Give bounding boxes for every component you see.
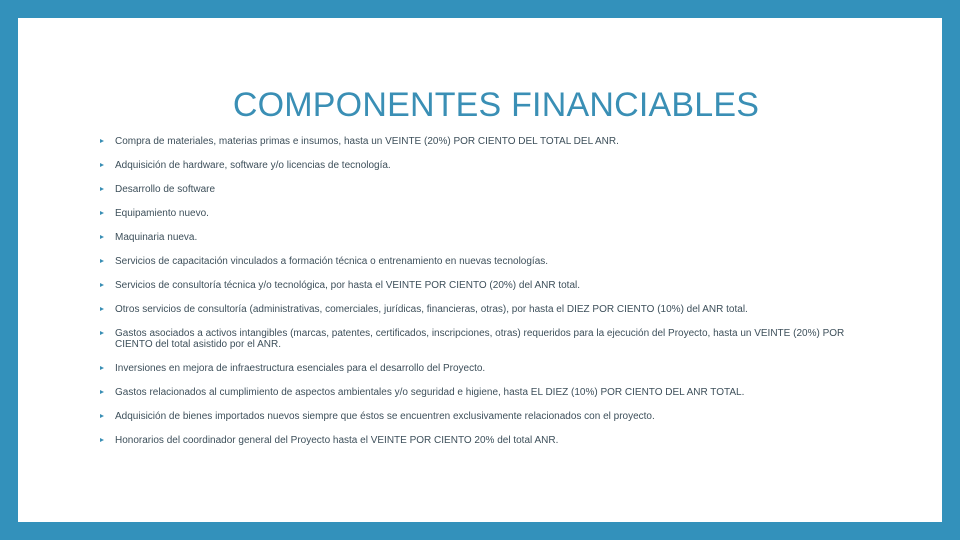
list-item [100,363,880,374]
bullet-triangle-icon [100,390,104,394]
bullet-triangle-icon [100,307,104,311]
list-item-text: Adquisición de bienes importados nuevos siempre que éstos se encuentren exclusivamente relacionados con el proyecto. [115,411,655,422]
list-item [100,435,880,446]
list-item [100,160,880,171]
bullet-triangle-icon [100,283,104,287]
list-item-text: Equipamiento nuevo. [115,208,209,219]
list-item [100,232,880,243]
bullet-triangle-icon [100,414,104,418]
list-item-text: Otros servicios de consultoría (administrativas, comerciales, jurídicas, financieras, otras), por hasta el DIEZ POR CIENTO (10%) del ANR total. [115,304,748,315]
list-item [100,256,880,267]
bullet-triangle-icon [100,187,104,191]
bullet-triangle-icon [100,259,104,263]
list-item [100,411,880,422]
bullet-triangle-icon [100,211,104,215]
list-item [100,304,880,315]
bullet-list [100,136,880,446]
bullet-triangle-icon [100,163,104,167]
list-item-text: Honorarios del coordinador general del Proyecto hasta el VEINTE POR CIENTO 20% del total ANR. [115,435,559,446]
list-item-text: Servicios de capacitación vinculados a formación técnica o entrenamiento en nuevas tecnologías. [115,256,549,267]
list-item-text: Inversiones en mejora de infraestructura esenciales para el desarrollo del Proyecto. [115,363,486,374]
list-item-text: Maquinaria nueva. [115,232,198,243]
list-item-text: Gastos relacionados al cumplimiento de aspectos ambientales y/o seguridad e higiene, hasta EL DIEZ (10%) POR CIENTO DEL ANR TOTAL. [115,387,745,398]
bullet-triangle-icon [100,235,104,239]
slide-title: COMPONENTES FINANCIABLES [232,86,760,124]
bullet-triangle-icon [100,331,104,335]
list-item [100,280,880,291]
list-item-text: Desarrollo de software [115,184,216,195]
list-item [100,208,880,219]
list-item [100,136,880,147]
list-item-text: Adquisición de hardware, software y/o licencias de tecnología. [115,160,391,171]
list-item [100,328,880,350]
bullet-triangle-icon [100,139,104,143]
list-item [100,184,880,195]
slide-canvas [18,18,942,522]
bullet-triangle-icon [100,366,104,370]
list-item-text: Gastos asociados a activos intangibles (marcas, patentes, certificados, inscripciones, otras) requeridos para la ejecución del Proyecto, hasta un VEINTE (20%) POR CIENTO del total asistido por el ANR. [115,328,845,350]
list-item-text: Servicios de consultoría técnica y/o tecnológica, por hasta el VEINTE POR CIENTO (20%) del ANR total. [115,280,581,291]
bullet-triangle-icon [100,438,104,442]
list-item [100,387,880,398]
list-item-text: Compra de materiales, materias primas e insumos, hasta un VEINTE (20%) POR CIENTO DEL TOTAL DEL ANR. [115,136,619,147]
